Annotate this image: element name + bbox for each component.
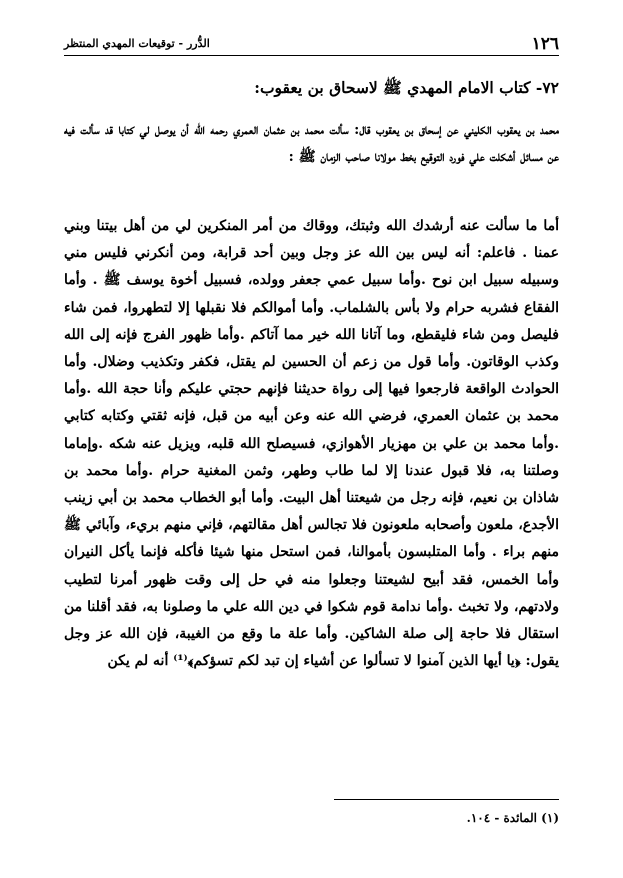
body-paragraph: أما ما سألت عنه أرشدك الله وثبتك، ووقاك من أمر المنكرين لي من أهل بيتنا وبني عمنا . فاعلم: أنه ليس بين الله عز وجل وبين أحد قرابة، ومن أنكرني فليس مني وسبيله سبيل ابن نوح .وأما سبيل عمي جعفر وولده، فسبيل أخوة يوسف ﷺ . وأما الفقاع فشربه حرام ولا بأس بالشلماب. وأما أموالكم فلا نقبلها إلا لتطهروا، فمن شاء فليصل ومن شاء فليقطع، وما آتانا الله خير مما آتاكم .وأما ظهور الفرج فإنه إلى الله وكذب الوقاتون. وأما قول من زعم أن الحسين لم يقتل، فكفر وتكذيب وضلال. وأما الحوادث الواقعة فارجعوا فيها إلى رواة حديثنا فإنهم حجتي عليكم وأنا حجة الله .وأما محمد بن عثمان العمري، فرضي الله عنه وعن أبيه من قبل، فإنه ثقتي وكتابه كتابي .وأما محمد بن علي بن مهزيار الأهوازي، فسيصلح الله قلبه، ويزيل عنه شكه .وإماما وصلتنا به، فلا قبول عندنا إلا لما طاب وطهر، وثمن المغنية حرام .وأما محمد بن شاذان بن نعيم، فإنه رجل من شيعتنا أهل البيت. وأما أبو الخطاب محمد بن أبي زينب الأجدع، ملعون وأصحابه ملعونون فلا تجالس أهل مقالتهم، فإني منهم بريء، وآبائي ﷺ منهم براء . وأما المتلبسون بأموالنا، فمن استحل منها شيئا فأكله فإنما يأكل النيران وأما الخمس، فقد أبيح لشيعتنا وجعلوا منه في حل إلى وقت ظهور أمرنا لتطيب ولادتهم، ولا تخبث .وأما ندامة قوم شكوا في دين الله علي ما وصلونا به، فقد أقلنا من استقال فلا حاجة إلى صلة الشاكين. وأما علة ما وقع من الغيبة، فإن الله عز وجل يقول: ﴿يا أيها الذين آمنوا لا تسألوا عن أشياء إن تبد لكم تسؤكم﴾⁽¹⁾ أنه لم يكن <box>64 218 560 670</box>
intro-paragraph: محمد بن يعقوب الكليني عن إسحاق بن يعقوب قال: سألت محمد بن عثمان العمري رحمه الله أن يوصل لي كتابا قد سألت فيه عن مسائل أشكلت علي فورد التوقيع بخط مولانا صاحب الزمان ﷺ : <box>64 122 559 165</box>
footnote: (١) المائدة - ١٠٤. <box>466 811 559 825</box>
running-title: الدُّرر - توقيعات المهدي المنتظر <box>64 37 210 50</box>
section-title: ٧٢- كتاب الامام المهدي ﷺ لاسحاق بن يعقوب: <box>254 78 559 97</box>
footnote-rule <box>334 799 559 800</box>
header-rule <box>64 55 559 56</box>
page-number: ١٢٦ <box>531 34 559 54</box>
page-header <box>64 34 559 56</box>
